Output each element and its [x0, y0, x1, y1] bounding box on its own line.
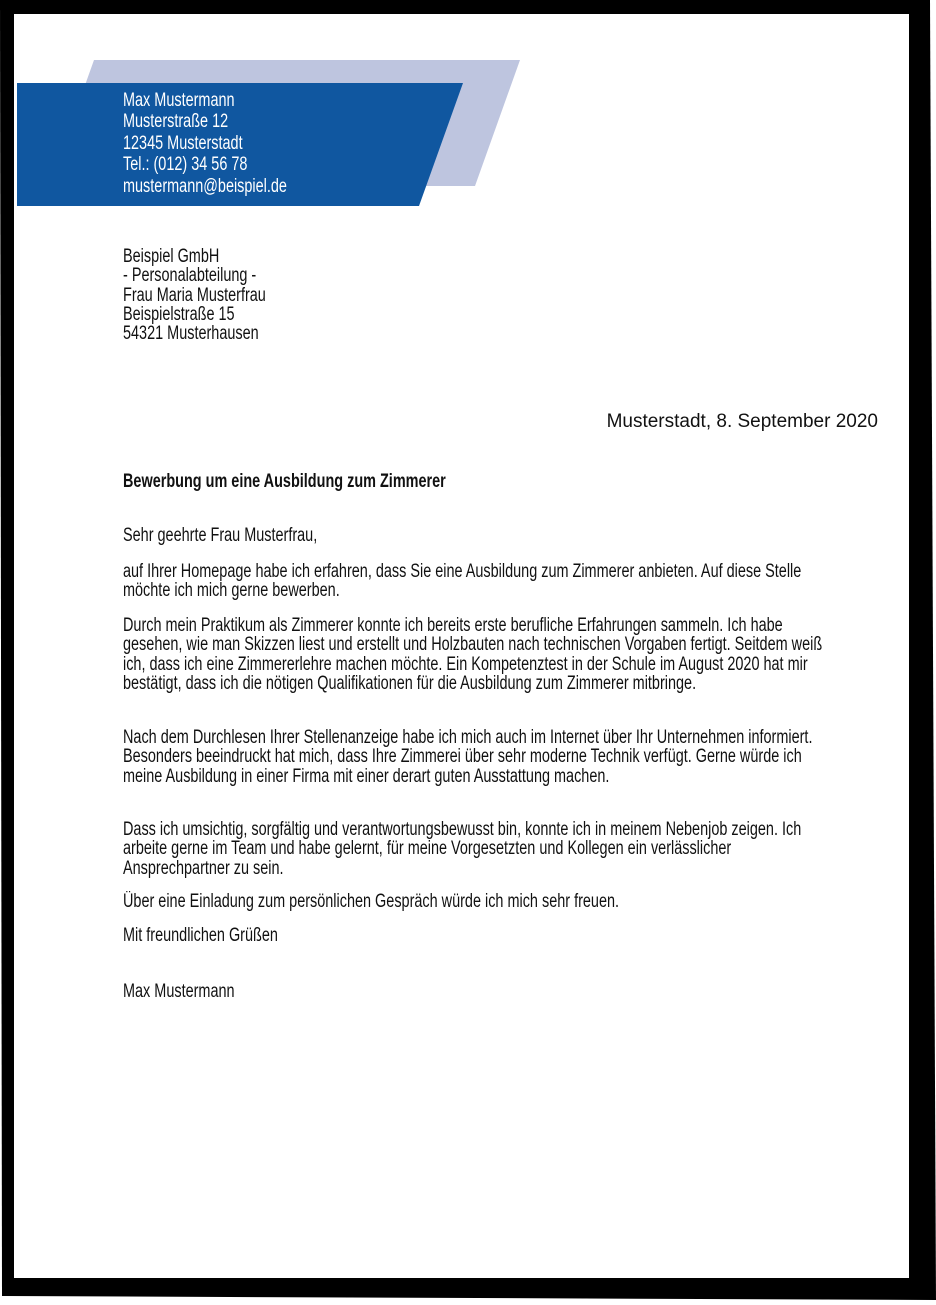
subject-line: Bewerbung um eine Ausbildung zum Zimmerer	[123, 471, 446, 492]
recipient-department: - Personalabteilung -	[123, 265, 257, 287]
closing-line: Mit freundlichen Grüßen	[123, 925, 278, 946]
signature-name: Max Mustermann	[123, 981, 235, 1002]
recipient-address-block	[123, 247, 828, 343]
sender-city: 12345 Musterstadt	[123, 132, 243, 154]
sender-name: Max Mustermann	[123, 90, 235, 111]
body-paragraph: Durch mein Praktikum als Zimmerer konnte ich bereits erste berufliche Erfahrungen sammeln. Ich habe gesehen, wie man Skizzen liest und erstellt und Holzbauten nach technischen Vorgaben fertigt. Seitdem weiß ich, dass ich eine Zimmererlehre machen möchte. Ein Kompetenztest in der Schule im August 2020 hat mir bestätigt, dass ich die nötigen Qualifikationen für die Ausbildung zum Zimmerer mitbringe.	[123, 615, 823, 694]
recipient-street: Beispielstraße 15	[123, 303, 235, 325]
letter-page	[14, 14, 909, 1278]
date-line: Musterstadt, 8. September 2020	[606, 411, 878, 432]
sender-address-block	[123, 90, 828, 197]
body-paragraph: Dass ich umsichtig, sorgfältig und verantwortungsbewusst bin, konnte ich in meinem Nebenjob zeigen. Ich arbeite gerne im Team und habe gelernt, für meine Vorgesetzten und Kollegen ein verlässlicher Ansprechpartner zu sein.	[123, 819, 802, 879]
sender-phone: Tel.: (012) 34 56 78	[123, 154, 248, 176]
body-paragraph: Über eine Einladung zum persönlichen Gespräch würde ich mich sehr freuen.	[123, 891, 620, 912]
body-paragraph: Nach dem Durchlesen Ihrer Stellenanzeige habe ich mich auch im Internet über Ihr Unternehmen informiert. Besonders beeindruckt hat mich, dass Ihre Zimmerei über sehr moderne Technik verfügt. Gerne würde ich meine Ausbildung in einer Firma mit einer derart guten Ausstattung machen.	[123, 727, 813, 787]
sender-email: mustermann@beispiel.de	[123, 175, 287, 197]
body-paragraph: auf Ihrer Homepage habe ich erfahren, dass Sie eine Ausbildung zum Zimmerer anbieten. Auf diese Stelle möchte ich mich gerne bewerben.	[123, 561, 802, 602]
sender-street: Musterstraße 12	[123, 111, 229, 133]
recipient-city: 54321 Musterhausen	[123, 323, 259, 345]
recipient-contact: Frau Maria Musterfrau	[123, 284, 266, 306]
recipient-company: Beispiel GmbH	[123, 246, 220, 267]
salutation: Sehr geehrte Frau Musterfrau,	[123, 525, 318, 546]
